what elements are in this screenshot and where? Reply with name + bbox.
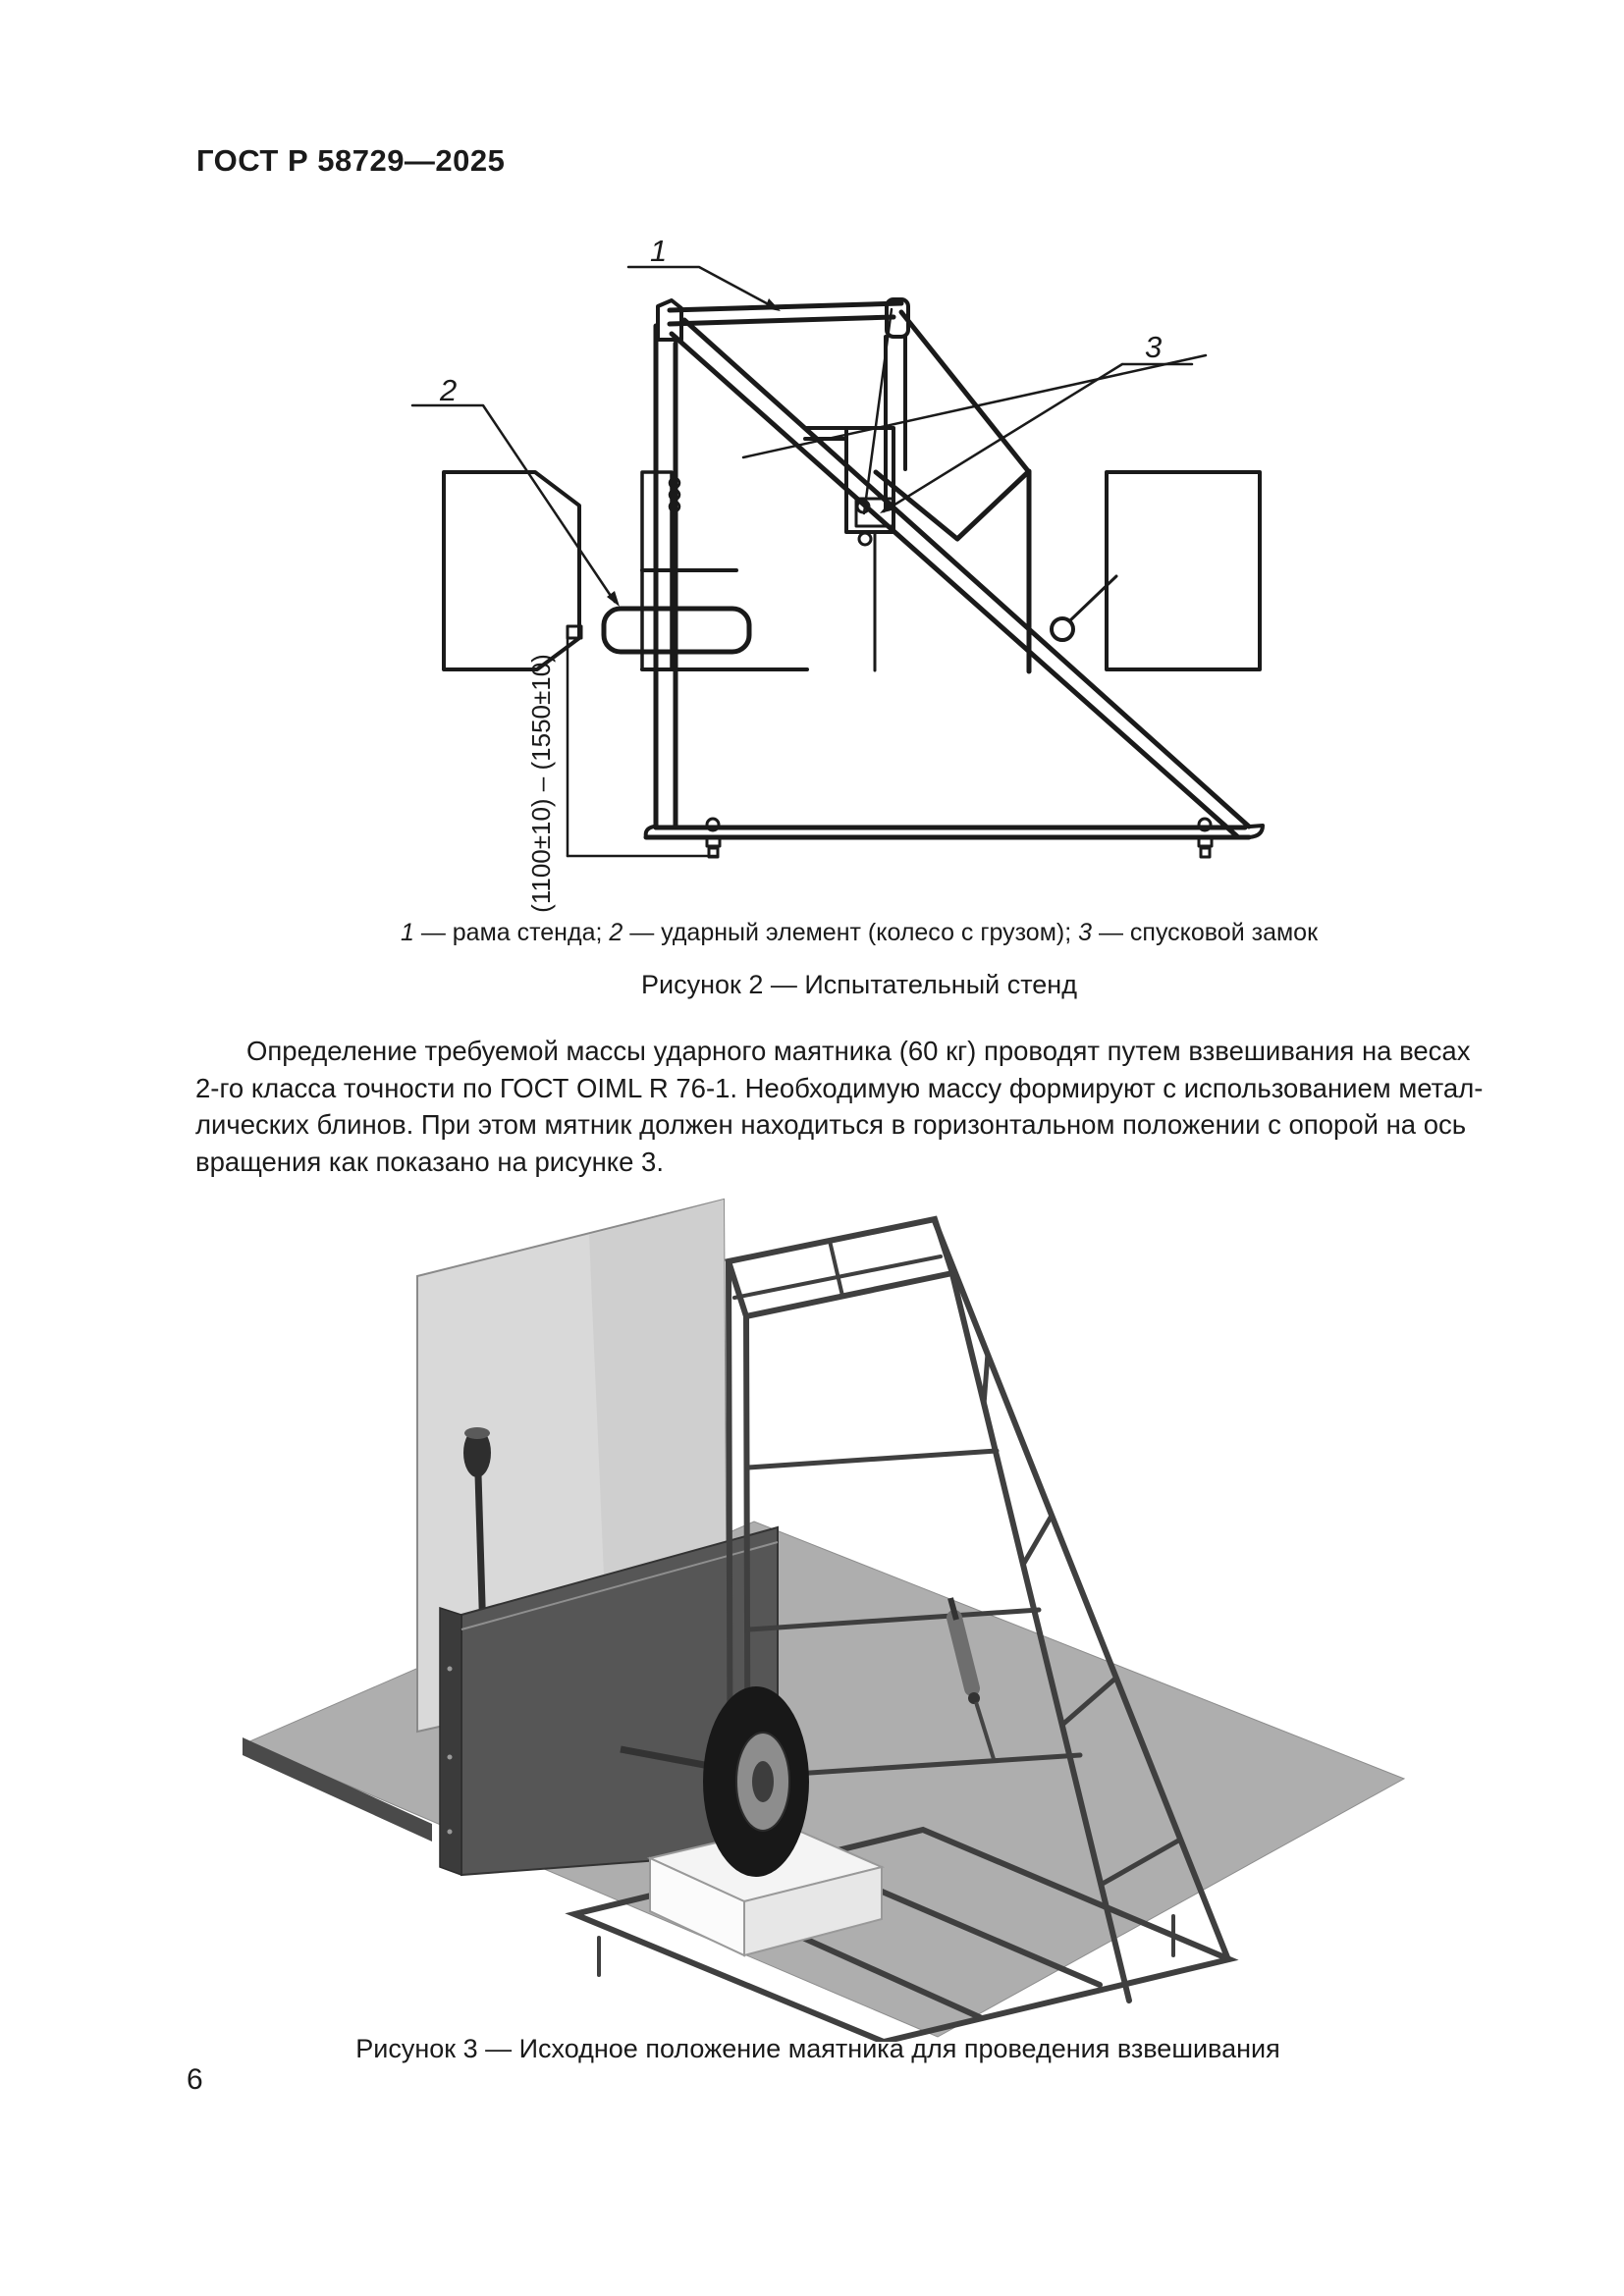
fig2-left-wall [444, 472, 579, 669]
body-paragraph [195, 1033, 1484, 1180]
page-header: ГОСТ Р 58729—2025 [196, 143, 506, 178]
page-number: 6 [187, 2063, 203, 2096]
legend-num-2: 2 [609, 919, 623, 946]
fig2-label-3: 3 [1145, 330, 1163, 364]
paragraph-line: лических блинов. При этом мятник должен находиться в горизонтальном положении с опорой на ось [195, 1109, 1467, 1140]
paragraph-line: Определение требуемой массы ударного маятника (60 кг) проводят путем взвешивания на весах [246, 1036, 1471, 1066]
fig3-tire [703, 1686, 809, 1877]
figure2-drawing [275, 196, 1335, 913]
legend-num-3: 3 [1078, 919, 1093, 946]
paragraph-line: вращения как показано на рисунке 3. [195, 1146, 664, 1177]
fig3-gate-post [440, 1608, 461, 1875]
fig2-label-1: 1 [650, 234, 668, 268]
figure2-caption: Рисунок 2 — Испытательный стенд [641, 970, 1077, 999]
figure2-legend: 1 — рама стенда; 2 — ударный элемент (колесо с грузом); 3 — спусковой замок [400, 919, 1319, 946]
fig2-label-2: 2 [440, 373, 458, 407]
paragraph-line: 2-го класса точности по ГОСТ OIML R 76-1. Необходимую массу формируют с использованием метал- [195, 1072, 1484, 1103]
figure3-caption: Рисунок 3 — Исходное положение маятника для проведения взвешивания [355, 2034, 1280, 2063]
fig2-right-wall [1107, 472, 1260, 669]
fig2-dimension-text: (1100±10) – (1550±10) [526, 654, 556, 913]
figure3-render [236, 1188, 1414, 2042]
legend-num-1: 1 [400, 919, 414, 946]
